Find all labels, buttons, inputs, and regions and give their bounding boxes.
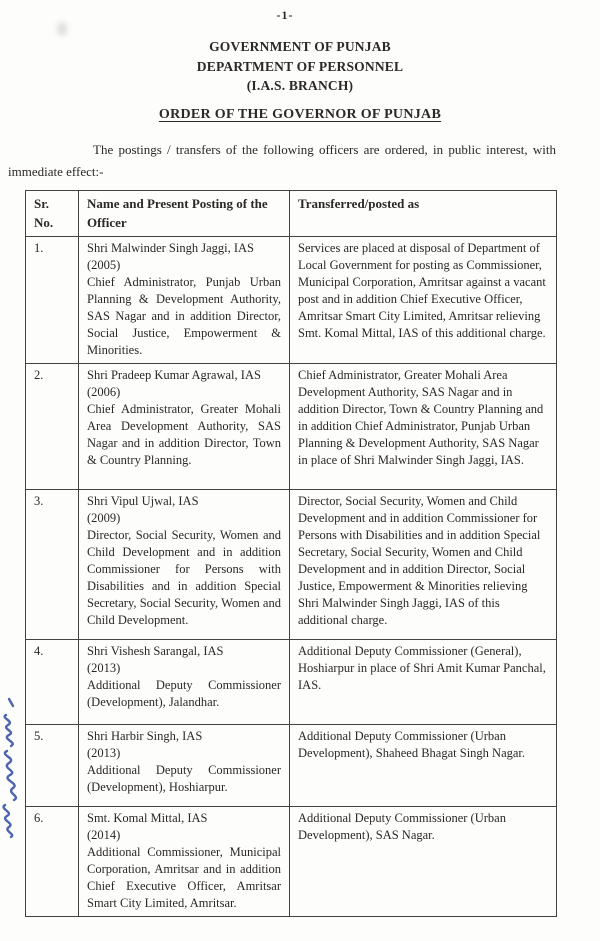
postings-table [25, 190, 557, 917]
officer-batch-year: (2006) [87, 385, 121, 399]
table-row [26, 490, 557, 640]
cell-officer [79, 640, 290, 725]
officer-name: Shri Vipul Ujwal, IAS [87, 494, 199, 508]
officer-present-posting: Additional Deputy Commissioner (Development), Jalandhar. [87, 678, 281, 709]
officer-name: Shri Vishesh Sarangal, IAS [87, 644, 224, 658]
cell-sr-no: 4. [26, 640, 79, 725]
letterhead-line-2: DEPARTMENT OF PERSONNEL [196, 58, 404, 74]
letterhead-line-3: (I.A.S. BRANCH) [246, 78, 354, 93]
cell-transferred: Additional Deputy Commissioner (Urban Development), SAS Nagar. [290, 807, 557, 917]
order-title: ORDER OF THE GOVERNOR OF PUNJAB [158, 107, 442, 122]
letterhead [0, 37, 600, 96]
cell-transferred: Director, Social Security, Women and Child Development and in addition Commissioner for Persons with Disabilities and in addition Special Secretary, Social Security, Women and Child Development and in addition Director, Social Justice, Empowerment & Minorities relieving Shri Malwinder Singh Jaggi, IAS of this additional charge. [290, 490, 557, 640]
officer-present-posting: Additional Commissioner, Municipal Corporation, Amritsar and in addition Chief Executive Officer, Amritsar Smart City Limited, Amritsar. [87, 845, 281, 910]
table-row [26, 237, 557, 364]
header-transferred: Transferred/posted as [290, 191, 557, 237]
cell-sr-no: 2. [26, 364, 79, 490]
cell-sr-no: 1. [26, 237, 79, 364]
cell-sr-no: 5. [26, 725, 79, 807]
cell-transferred: Services are placed at disposal of Department of Local Government for posting as Commissioner, Municipal Corporation, Amritsar against a vacant post and in addition Chief Executive Officer, Amritsar Smart City Limited, Amritsar relieving Smt. Komal Mittal, IAS of this additional charge. [290, 237, 557, 364]
officer-name: Shri Pradeep Kumar Agrawal, IAS [87, 368, 261, 382]
page-number: -1- [276, 8, 294, 22]
cell-officer [79, 364, 290, 490]
cell-sr-no: 6. [26, 807, 79, 917]
officer-present-posting: Additional Deputy Commissioner (Development), Hoshiarpur. [87, 763, 281, 794]
cell-transferred: Additional Deputy Commissioner (Urban Development), Shaheed Bhagat Singh Nagar. [290, 725, 557, 807]
officer-name: Shri Malwinder Singh Jaggi, IAS [87, 241, 255, 255]
officer-batch-year: (2009) [87, 511, 121, 525]
table-row [26, 640, 557, 725]
table-row [26, 364, 557, 490]
officer-batch-year: (2013) [87, 746, 121, 760]
table-header-row [26, 191, 557, 237]
officer-name: Shri Harbir Singh, IAS [87, 729, 203, 743]
officer-name: Smt. Komal Mittal, IAS [87, 811, 208, 825]
handwritten-margin-note [0, 693, 21, 843]
cell-officer [79, 490, 290, 640]
header-sr-no: Sr. No. [26, 191, 79, 237]
cell-officer [79, 725, 290, 807]
cell-transferred: Chief Administrator, Greater Mohali Area Development Authority, SAS Nagar and in addition Director, Town & Country Planning and in addition Chief Administrator, Punjab Urban Planning & Development Authority, SAS Nagar in place of Shri Malwinder Singh Jaggi, IAS. [290, 364, 557, 490]
letterhead-line-1: GOVERNMENT OF PUNJAB [209, 39, 391, 54]
intro-paragraph: The postings / transfers of the following officers are ordered, in public interest, with immediate effect:- [8, 142, 556, 179]
cell-sr-no: 3. [26, 490, 79, 640]
officer-batch-year: (2014) [87, 828, 121, 842]
officer-present-posting: Chief Administrator, Punjab Urban Planning & Development Authority, SAS Nagar and in addition Director, Social Justice, Empowerment & Minorities. [87, 275, 281, 357]
officer-present-posting: Director, Social Security, Women and Child Development and in addition Commissioner for Persons with Disabilities and in addition Special Secretary, Social Security, Women and Child Development. [87, 528, 281, 627]
officer-batch-year: (2005) [87, 258, 121, 272]
table-row [26, 807, 557, 917]
cell-officer [79, 807, 290, 917]
cell-transferred: Additional Deputy Commissioner (General), Hoshiarpur in place of Shri Amit Kumar Panchal, IAS. [290, 640, 557, 725]
scan-smudge [57, 22, 67, 36]
officer-batch-year: (2013) [87, 661, 121, 675]
cell-officer [79, 237, 290, 364]
header-name-posting: Name and Present Posting of the Officer [79, 191, 290, 237]
table-row [26, 725, 557, 807]
officer-present-posting: Chief Administrator, Greater Mohali Area Development Authority, SAS Nagar and in addition Director, Town & Country Planning. [87, 402, 281, 467]
